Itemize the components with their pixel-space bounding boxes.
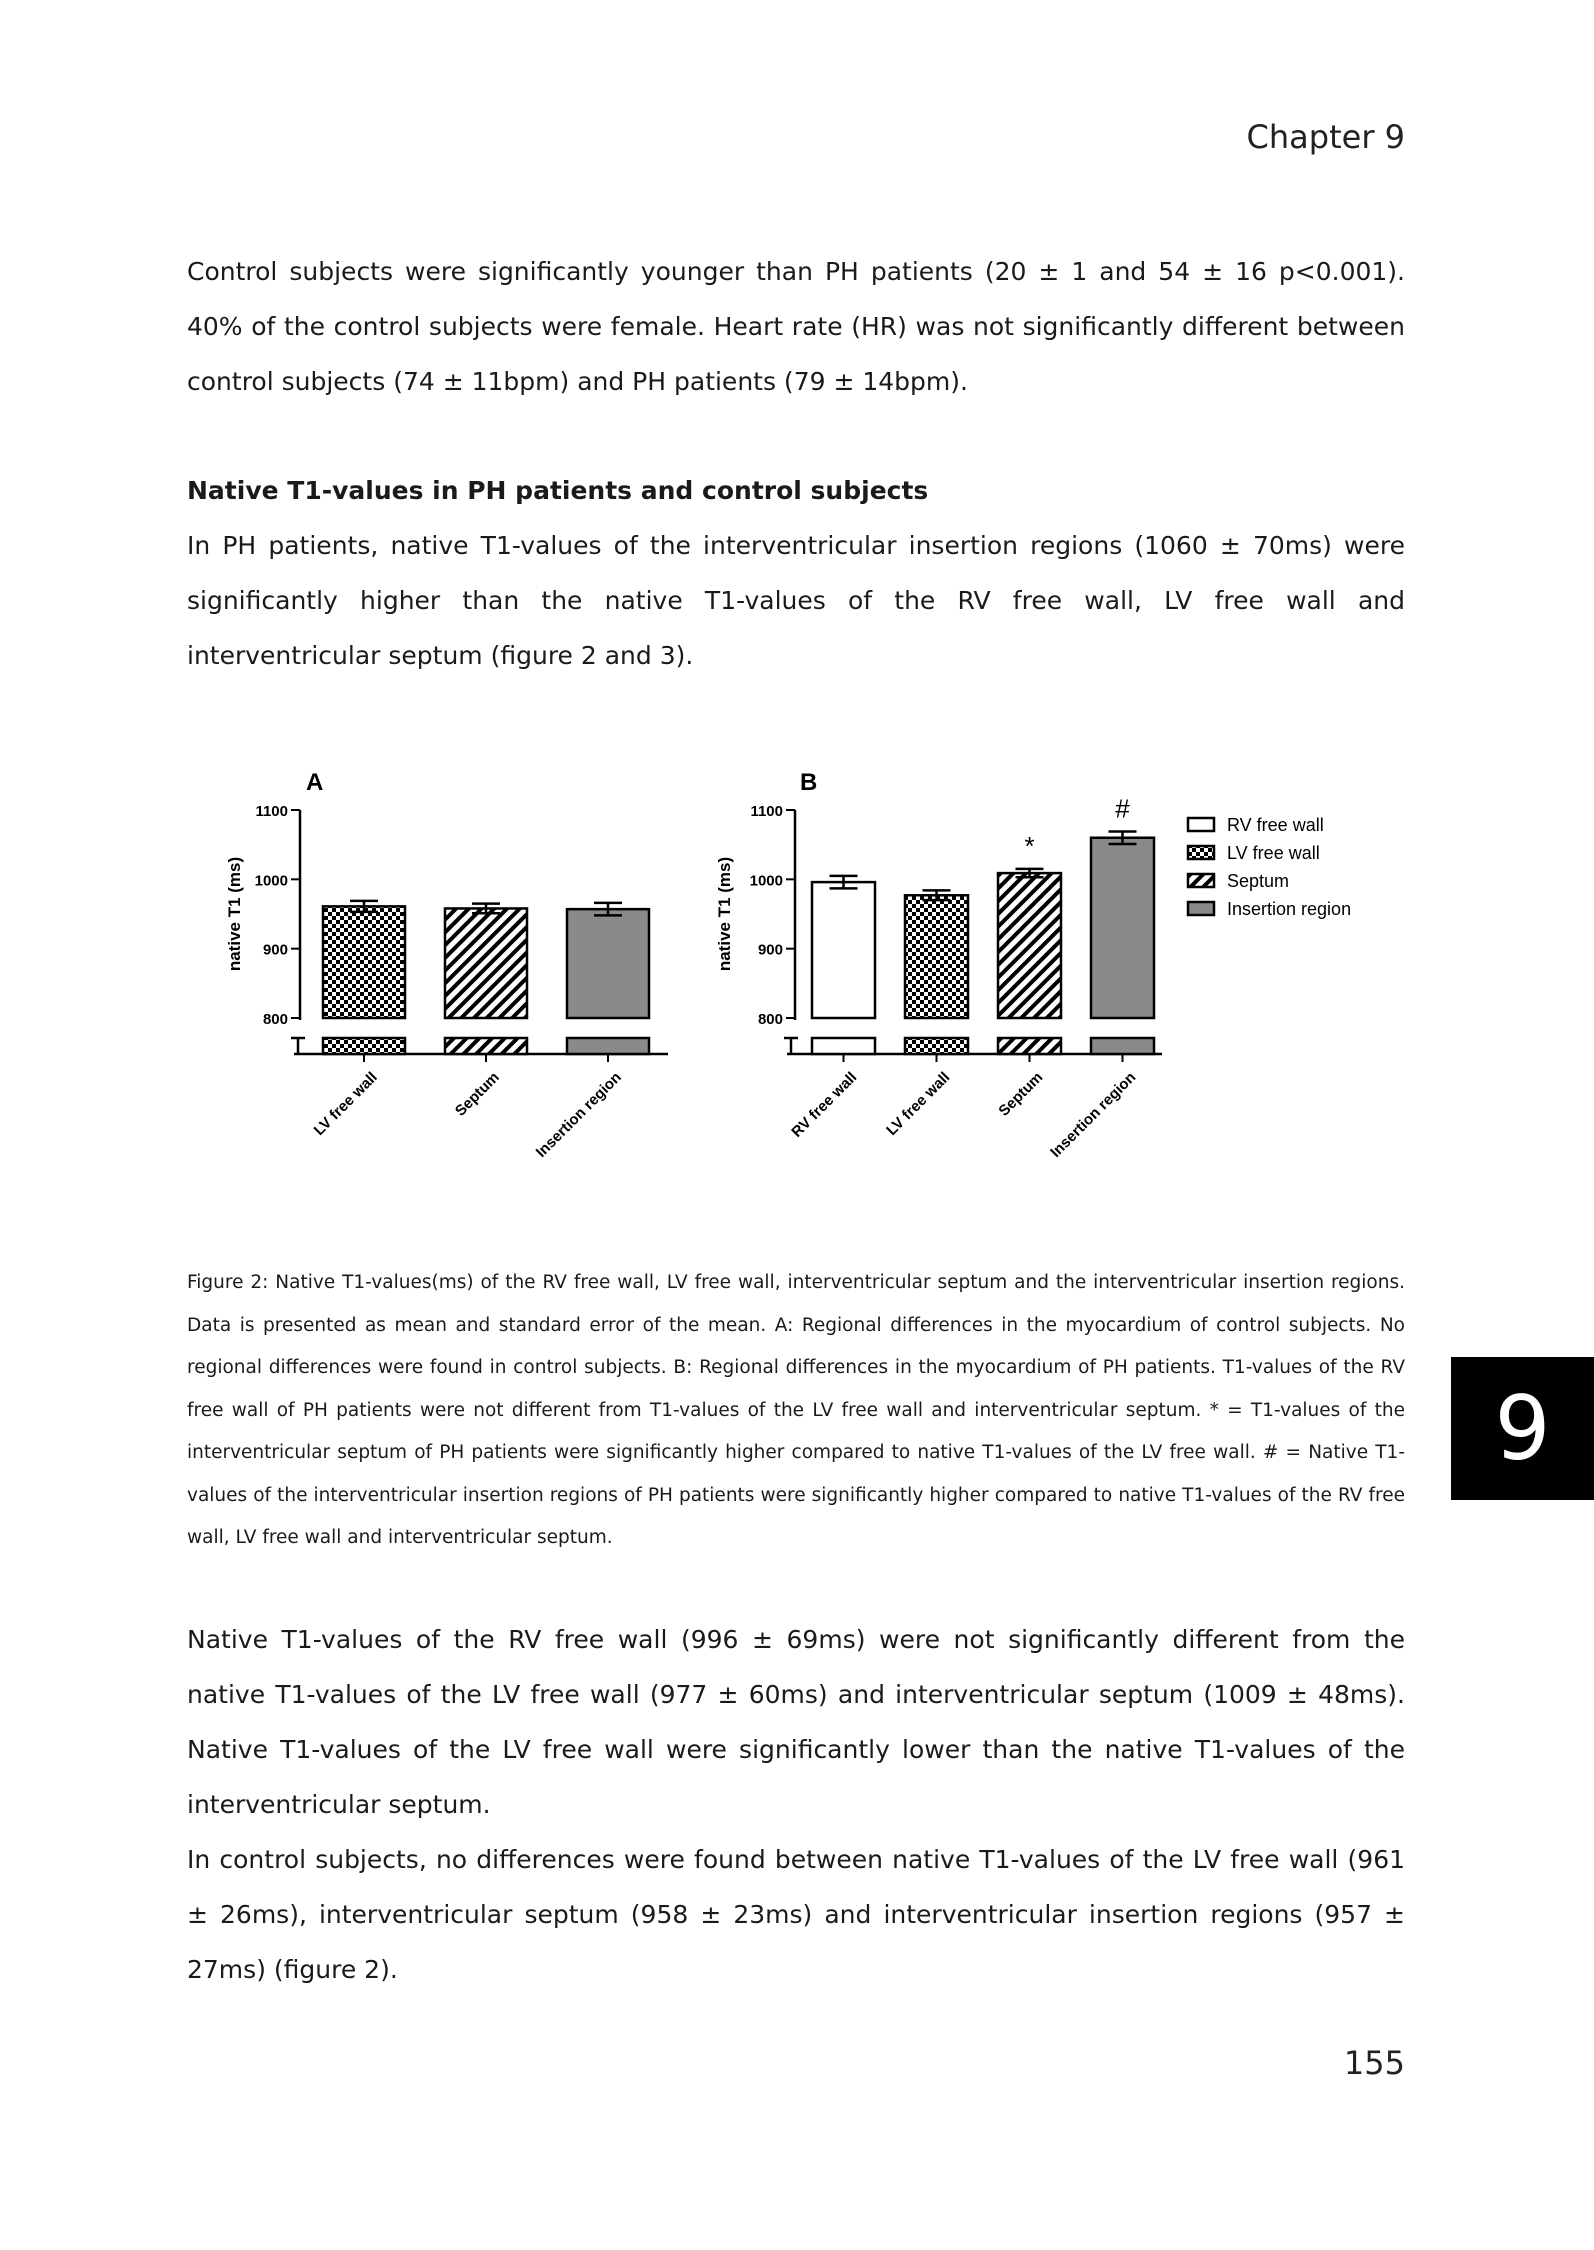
after-block	[187, 1612, 1405, 1997]
page-number: 155	[1343, 2044, 1405, 2082]
bar-stub	[323, 1038, 405, 1054]
bar	[323, 906, 405, 1018]
after-paragraph-2: In control subjects, no differences were found between native T1-values of the LV free wall (961 ± 26ms), interventricular septum (958 ± 23ms) and interventricular insertion regions (957 ± 27ms) (figure 2).	[187, 1845, 1405, 1984]
legend-label: RV free wall	[1227, 815, 1324, 835]
after-paragraph-1: Native T1-values of the RV free wall (996 ± 69ms) were not significantly different from the native T1-values of the LV free wall (977 ± 60ms) and interventricular septum (1009 ± 48ms). Native T1-values of the LV free wall were significantly lower than the native T1-values of the interventricular septum.	[187, 1625, 1405, 1819]
y-tick-label: 900	[262, 941, 288, 959]
bar-stub	[905, 1038, 968, 1054]
x-tick-label: LV free wall	[310, 1068, 381, 1139]
x-tick-label: Insertion region	[532, 1068, 625, 1161]
bar-stub	[445, 1038, 527, 1054]
y-axis-label: native T1 (ms)	[225, 856, 244, 972]
section-paragraph: In PH patients, native T1-values of the interventricular insertion regions (1060 ± 70ms) were significantly higher than the native T1-values of the RV free wall, LV free wall and interventricular septum (figure 2 and 3).	[187, 531, 1405, 670]
y-tick-label: 1000	[254, 872, 288, 890]
bar	[1091, 838, 1154, 1018]
bar	[812, 882, 875, 1018]
significance-marker: *	[1024, 830, 1035, 861]
bar	[905, 895, 968, 1018]
chapter-tab: 9	[1451, 1357, 1594, 1500]
y-tick-label: 800	[262, 1011, 288, 1028]
y-axis-label: native T1 (ms)	[715, 856, 734, 972]
bar	[445, 908, 527, 1018]
legend-label: Insertion region	[1227, 899, 1352, 919]
y-tick-label: 1100	[255, 803, 288, 820]
chart-legend	[1188, 815, 1351, 919]
x-tick-label: Septum	[995, 1068, 1047, 1120]
legend-label: Septum	[1227, 871, 1290, 891]
legend-swatch	[1188, 874, 1214, 887]
bar-stub	[998, 1038, 1061, 1054]
y-tick-label: 1000	[749, 872, 783, 890]
x-tick-label: LV free wall	[883, 1068, 954, 1139]
bar-stub	[812, 1038, 875, 1054]
x-tick-label: Insertion region	[1047, 1068, 1140, 1161]
panel-letter: B	[800, 769, 818, 796]
x-tick-label: RV free wall	[788, 1068, 861, 1141]
bar-stub	[1091, 1038, 1154, 1054]
significance-marker: #	[1115, 793, 1130, 824]
panel-letter: A	[306, 769, 324, 796]
bar	[567, 909, 649, 1018]
y-tick-label: 900	[757, 941, 783, 959]
bar-stub	[567, 1038, 649, 1054]
bar	[998, 873, 1061, 1018]
legend-swatch	[1188, 902, 1214, 915]
x-tick-label: Septum	[451, 1068, 503, 1120]
y-tick-label: 800	[757, 1011, 783, 1028]
legend-swatch	[1188, 846, 1214, 859]
intro-paragraph: Control subjects were significantly younger than PH patients (20 ± 1 and 54 ± 16 p<0.001). 40% of the control subjects were female. Heart rate (HR) was not significantly different between control subjects (74 ± 11bpm) and PH patients (79 ± 14bpm).	[187, 257, 1405, 396]
legend-swatch	[1188, 818, 1214, 831]
section-heading: Native T1-values in PH patients and control subjects	[187, 476, 929, 505]
chapter-header: Chapter 9	[1246, 118, 1405, 156]
panel-a-chart	[225, 769, 668, 1161]
y-tick-label: 1100	[750, 803, 783, 820]
panel-b-chart	[715, 769, 1162, 1161]
legend-label: LV free wall	[1227, 843, 1320, 863]
figure-caption: Figure 2: Native T1-values(ms) of the RV free wall, LV free wall, interventricular septum and the interventricular insertion regions. Data is presented as mean and standard error of the mean. A: Regional differences in the myocardium of control subjects. No regional differences were found in control subjects. B: Regional differences in the myocardium of PH patients. T1-values of the RV free wall of PH patients were not different from T1-values of the LV free wall and interventricular septum. * = T1-values of the interventricular septum of PH patients were significantly higher compared to native T1-values of the LV free wall. # = Native T1-values of the interventricular insertion regions of PH patients were significantly higher compared to native T1-values of the RV free wall, LV free wall and interventricular septum.	[187, 1272, 1405, 1548]
